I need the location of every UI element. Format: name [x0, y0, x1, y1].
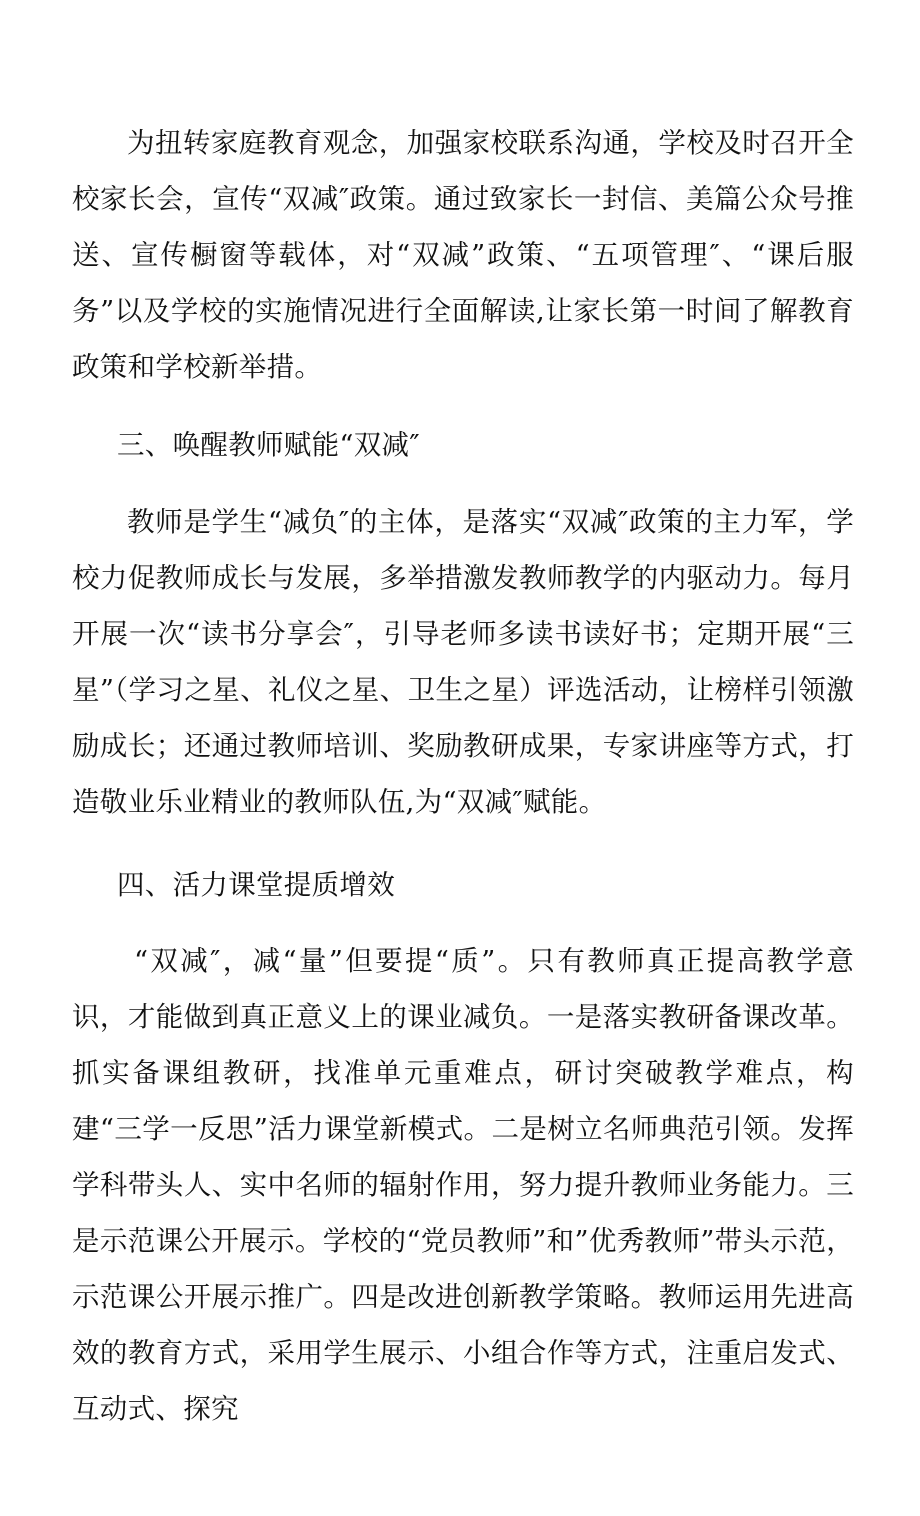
body-paragraph-family-school-communication: 为扭转家庭教育观念，加强家校联系沟通，学校及时召开全校家长会，宣传“双减″政策。通过致家长一封信、美篇公众号推送、宣传橱窗等载体，对“双减”政策、“五项管理″、“课后服务”以及学校的实施情况进行全面解读,让家长第一时间了解教育政策和学校新举措。 — [72, 127, 854, 383]
section-heading-4: 四、活力课堂提质增效 — [117, 869, 395, 901]
body-paragraph-teacher-empowerment: 教师是学生“减负″的主体，是落实“双减″政策的主力军，学校力促教师成长与发展，多举措激发教师教学的内驱动力。每月开展一次“读书分享会″，引导老师多读书读好书；定期开展“三星”（学习之星、礼仪之星、卫生之星）评选活动，让榜样引领激励成长；还通过教师培训、奖励教研成果，专家讲座等方式，打造敬业乐业精业的教师队伍,为“双减″赋能。 — [72, 506, 854, 818]
section-heading-3: 三、唤醒教师赋能“双减″ — [117, 429, 420, 461]
body-paragraph-classroom-quality: “双减″，减“量”但要提“质”。只有教师真正提高教学意识，才能做到真正意义上的课业减负。一是落实教研备课改革。抓实备课组教研，找准单元重难点，研讨突破教学难点，构建“三学一反思”活力课堂新模式。二是树立名师典范引领。发挥学科带头人、实中名师的辐射作用，努力提升教师业务能力。三是示范课公开展示。学校的“党员教师”和”优秀教师”带头示范，示范课公开展示推广。四是改进创新教学策略。教师运用先进高效的教育方式，采用学生展示、小组合作等方式，注重启发式、互动式、探究 — [72, 945, 854, 1425]
